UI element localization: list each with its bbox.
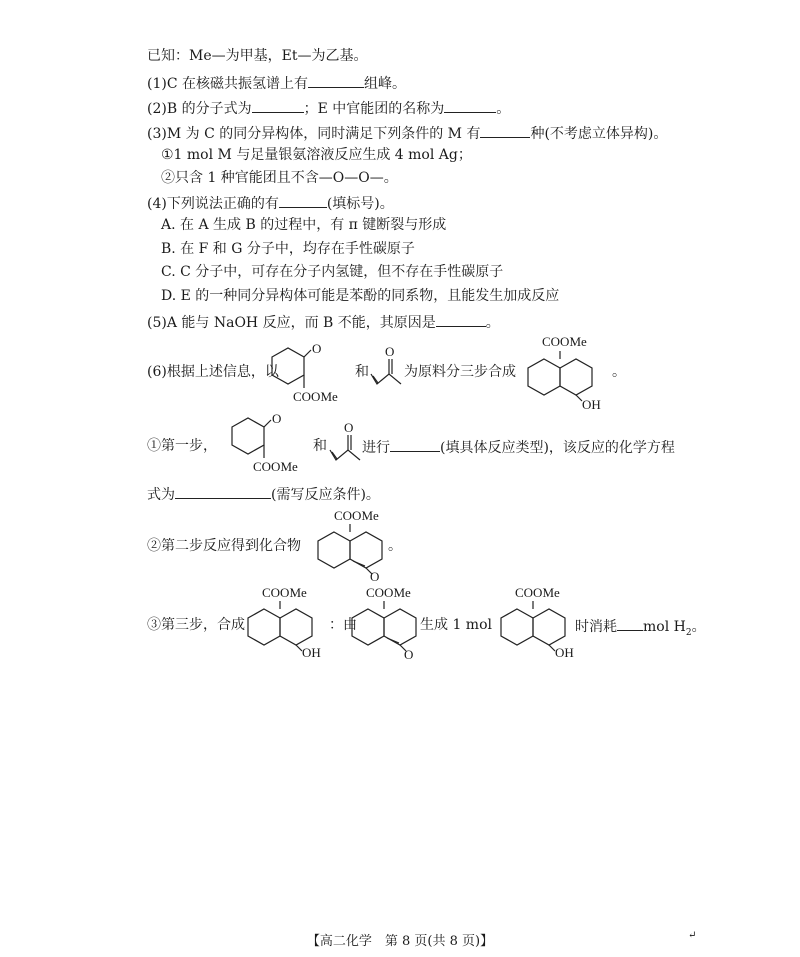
svg-text:COOMe: COOMe [334, 508, 379, 523]
svg-text:COOMe: COOMe [293, 389, 338, 404]
known-info: 已知：Me—为甲基，Et—为乙基。 [147, 48, 368, 64]
svg-text:COOMe: COOMe [253, 459, 298, 474]
question-3-condition-1: ①1 mol M 与足量银氨溶液反应生成 4 mol Ag； [161, 147, 472, 163]
svg-text:O: O [312, 341, 322, 356]
answer-blank[interactable] [390, 437, 440, 452]
svg-text:COOMe: COOMe [262, 585, 307, 600]
svg-text:OH: OH [582, 397, 601, 412]
svg-text:OH: OH [555, 645, 574, 660]
target-structure [493, 583, 583, 663]
question-1: (1)C 在核磁共振氢谱上有 组峰。 [147, 73, 406, 93]
svg-text:O: O [370, 569, 380, 584]
answer-blank[interactable] [252, 98, 304, 113]
corner-mark: ↵ [688, 930, 697, 941]
question-6-end: 。 [612, 364, 626, 380]
answer-blank[interactable] [480, 123, 530, 138]
question-6-intro: (6)根据上述信息，以 [147, 364, 279, 380]
answer-blank[interactable] [444, 98, 496, 113]
svg-text:OH: OH [302, 645, 321, 660]
answer-blank[interactable] [617, 616, 643, 631]
question-4: (4)下列说法正确的有 (填标号)。 [147, 193, 394, 213]
question-6-mid: 为原料分三步合成 [404, 364, 516, 380]
step-1-label: ①第一步， [147, 438, 217, 454]
step-3-generate: 生成 1 mol [420, 617, 492, 633]
enone-structure [344, 583, 434, 663]
ketoester-structure [255, 340, 355, 410]
answer-blank[interactable] [436, 312, 486, 327]
answer-blank[interactable] [175, 484, 271, 499]
svg-text:COOMe: COOMe [366, 585, 411, 600]
option-c: C. C 分子中，可存在分子内氢键，但不存在手性碳原子 [161, 264, 504, 280]
option-b: B. 在 F 和 G 分子中，均存在手性碳原子 [161, 241, 415, 257]
vinyl-ketone-structure [326, 422, 366, 466]
svg-text:O: O [385, 344, 395, 359]
step-2-end: 。 [388, 538, 402, 554]
page-footer: 【高二化学 第 8 页(共 8 页)】 [306, 934, 494, 949]
question-2: (2)B 的分子式为 ；E 中官能团的名称为 。 [147, 98, 510, 118]
step-2-text: ②第二步反应得到化合物 [147, 538, 301, 554]
step-3-consume: 时消耗 mol $H_2$。 [575, 616, 706, 642]
ketoester-structure [215, 410, 315, 480]
question-5: (5)A 能与 NaOH 反应，而 B 不能，其原因是 。 [147, 312, 500, 332]
target-structure [518, 333, 618, 413]
svg-text:COOMe: COOMe [515, 585, 560, 600]
question-3: (3)M 为 C 的同分异构体，同时满足下列条件的 M 有 种(不考虑立体异构)。 [147, 123, 667, 143]
and-text: 和 [313, 438, 327, 454]
enone-structure [312, 508, 402, 584]
and-text: 和 [355, 364, 369, 380]
option-d: D. E 的一种同分异构体可能是苯酚的同系物，且能发生加成反应 [161, 288, 560, 304]
vinyl-ketone-structure [367, 346, 407, 390]
svg-text:O: O [344, 420, 354, 435]
svg-text:O: O [272, 411, 282, 426]
question-3-condition-2: ②只含 1 种官能团且不含—O—O—。 [161, 170, 398, 186]
step-1-equation-line: 式为 (需写反应条件)。 [147, 484, 380, 504]
svg-text:COOMe: COOMe [542, 334, 587, 349]
answer-blank[interactable] [279, 193, 327, 208]
step-3-from: ：由 [329, 617, 357, 633]
option-a: A. 在 A 生成 B 的过程中，有 π 键断裂与形成 [161, 217, 447, 233]
step-3-label: ③第三步，合成 [147, 617, 245, 633]
target-structure [240, 583, 330, 663]
answer-blank[interactable] [308, 73, 364, 88]
step-1-text: 进行 (填具体反应类型)，该反应的化学方程 [362, 437, 675, 457]
svg-text:O: O [404, 647, 414, 662]
